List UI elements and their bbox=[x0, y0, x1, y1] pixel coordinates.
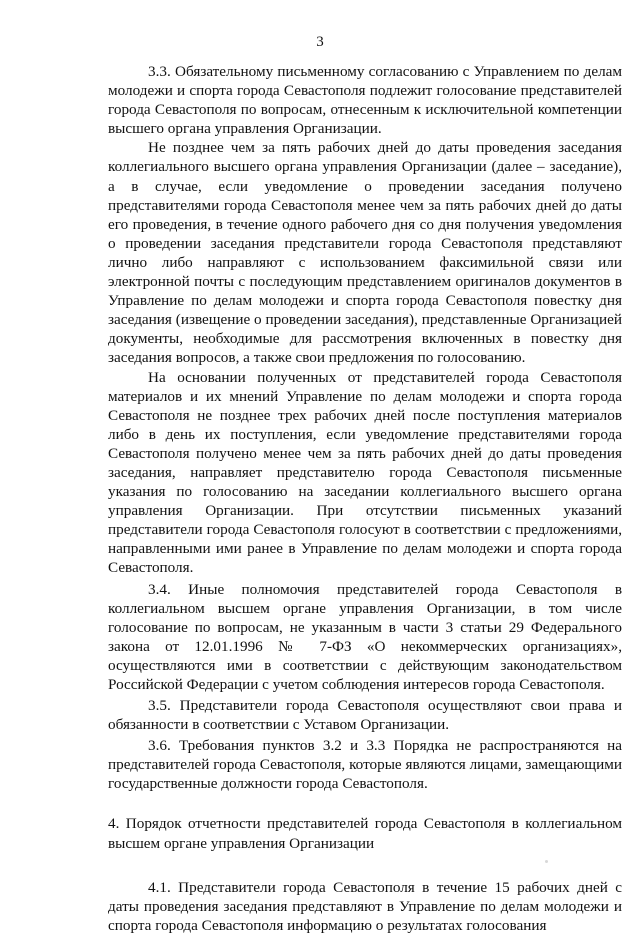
paragraph-3-5: 3.5. Представители города Севастополя осуществляют свои права и обязанности в соответствии с Уставом Организации. bbox=[108, 697, 622, 734]
paragraph-deadline: Не позднее чем за пять рабочих дней до даты проведения заседания коллегиального высшего органа управления Организации (далее – заседание), а в случае, если уведомление о проведении заседания получено представителями города Севастополя менее чем за пять рабочих дней до даты его проведения, в течение одного рабочего дня со дня получения уведомления о проведении заседания представители города Севастополя представляют лично либо направляют с использованием факсимильной связи или электронной почты с последующим представлением оригиналов документов в Управление по делам молодежи и спорта города Севастополя повестку дня заседания (извещение о проведении заседания), представленные Организацией документы, необходимые для рассмотрения включенных в повестку дня заседания вопросов, а также свои предложения по голосованию. bbox=[108, 139, 622, 367]
paragraph-3-6: 3.6. Требования пунктов 3.2 и 3.3 Порядка не распространяются на представителей города Севастополя, которые являются лицами, замещающими государственные должности города Севастополя. bbox=[108, 737, 622, 793]
document-body bbox=[108, 62, 622, 935]
paragraph-4-1: 4.1. Представители города Севастополя в течение 15 рабочих дней с даты проведения заседания представляют в Управление по делам молодежи и спорта города Севастополя информацию о результатах голосования bbox=[108, 878, 622, 934]
paragraph-instructions: На основании полученных от представителей города Севастополя материалов и их мнений Управление по делам молодежи и спорта города Севастополя не позднее трех рабочих дней после поступления материалов либо в день их поступления, если уведомление представителями города Севастополя получено менее чем за пять рабочих дней до даты проведения заседания, направляет представителю города Севастополя письменные указания по голосованию на заседании коллегиального высшего органа управления Организации. При отсутствии письменных указаний представители города Севастополя голосуют в соответствии с предложениями, направленными ими ранее в Управление по делам молодежи и спорта города Севастополя. bbox=[108, 368, 622, 577]
paragraph-3-3: 3.3. Обязательному письменному согласованию с Управлением по делам молодежи и спорта города Севастополя подлежит голосование представителей города Севастополя по вопросам, отнесенным к исключительной компетенции высшего органа управления Организации. bbox=[108, 63, 622, 138]
paragraph-3-4: 3.4. Иные полномочия представителей города Севастополя в коллегиальном высшем органе управления Организации, в том числе голосование по вопросам, не указанным в части 3 статьи 29 Федерального закона от 12.01.1996 № 7-ФЗ «О некоммерческих организациях», осуществляются ими в соответствии с действующим законодательством Российской Федерации с учетом соблюдения интересов города Севастополя. bbox=[108, 580, 622, 693]
scan-speck bbox=[545, 860, 548, 863]
page-number: 3 bbox=[316, 34, 324, 50]
section-heading: 4. Порядок отчетности представителей города Севастополя в коллегиальном высшем органе управления Организации bbox=[108, 814, 622, 852]
